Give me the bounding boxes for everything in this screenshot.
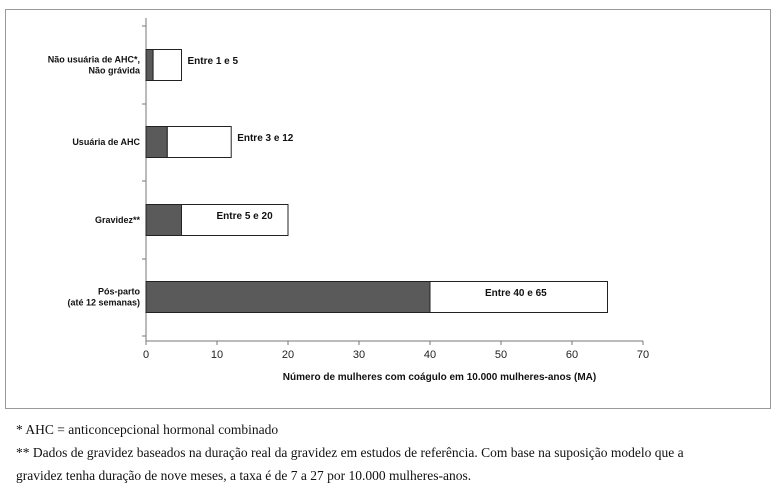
footnote-gravidez-line1: ** Dados de gravidez baseados na duração real da gravidez em estudos de referência. Com base na suposição modelo que a <box>16 445 684 460</box>
x-tick-label: 40 <box>423 349 437 361</box>
bar-segment-min <box>146 282 430 313</box>
bar-segment-range <box>167 127 231 158</box>
range-label: Entre 1 e 5 <box>187 56 239 67</box>
x-tick-label: 50 <box>494 349 508 361</box>
x-tick-label: 70 <box>636 349 650 361</box>
x-tick-label: 30 <box>352 349 366 361</box>
bar-chart <box>6 10 772 410</box>
x-tick-label: 20 <box>281 349 295 361</box>
bar-segment-min <box>146 50 153 81</box>
category-label: Não grávida <box>88 65 140 76</box>
x-axis-title: Número de mulheres com coágulo em 10.000 mulheres-anos (MA) <box>282 372 597 383</box>
bar-segment-min <box>146 127 167 158</box>
chart-figure <box>5 9 771 409</box>
x-tick-label: 10 <box>210 349 224 361</box>
category-label: (até 12 semanas) <box>67 297 140 308</box>
category-label: Pós-parto <box>97 286 140 297</box>
footnote-ahc: * AHC = anticoncepcional hormonal combinado <box>16 422 279 437</box>
range-label: Entre 5 e 20 <box>216 211 273 222</box>
category-label: Gravidez** <box>94 215 140 225</box>
range-label: Entre 3 e 12 <box>237 133 294 144</box>
footnote-gravidez-line2: gravidez tenha duração de nove meses, a taxa é de 7 a 27 por 10.000 mulheres-anos. <box>16 468 472 483</box>
footnotes <box>16 418 776 487</box>
bar-segment-min <box>146 205 182 236</box>
x-tick-label: 60 <box>565 349 579 361</box>
bar-segment-range <box>153 50 181 81</box>
category-label: Não usuária de AHC*, <box>47 54 140 65</box>
category-label: Usuária de AHC <box>72 137 140 147</box>
range-label: Entre 40 e 65 <box>485 288 547 299</box>
x-tick-label: 0 <box>142 349 150 361</box>
